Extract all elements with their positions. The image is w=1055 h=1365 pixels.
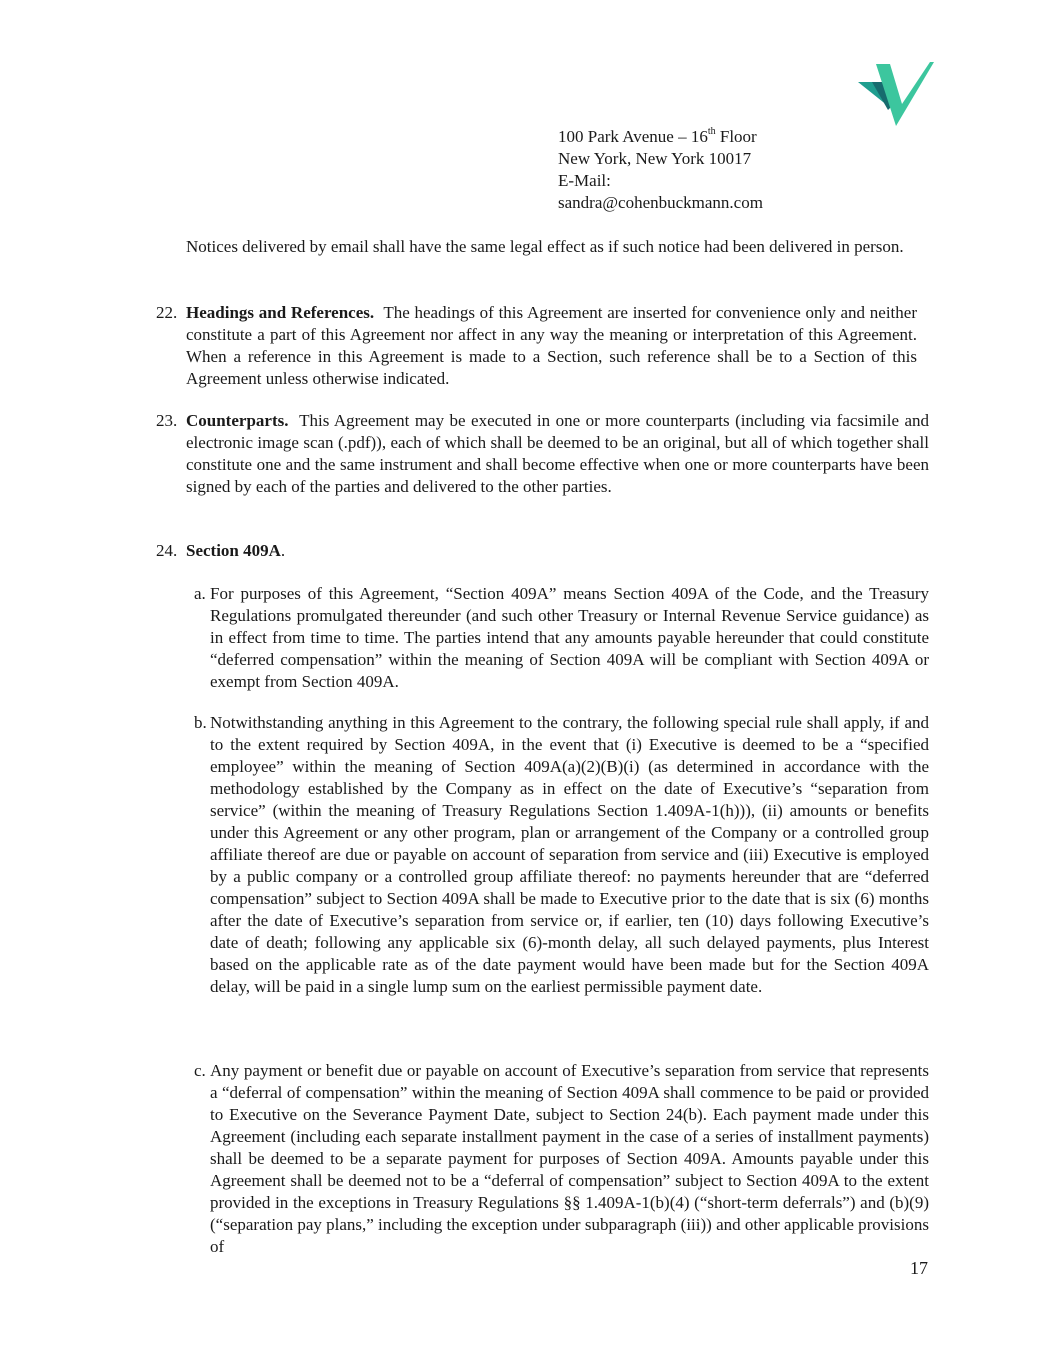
- section-22-number: 22.: [156, 303, 178, 322]
- subsection-b-text: Notwithstanding anything in this Agreement to the contrary, the following special rule shall apply, if and to the extent required by Section 409A, in the event that (i) Executive is deemed to be a “specified employee” within the meaning of Section 409A(a)(2)(B)(i) (as determined in accordance with the methodology established by the Company as in effect on the date of Executive’s “separation from service” (within the meaning of Treasury Regulations Section 1.409A-1(h))), (ii) amounts or benefits under this Agreement or any other program, plan or arrangement of the Company or a controlled group affiliate thereof are due or payable on account of separation from service and (iii) Executive is employed by a public company or a controlled group affiliate thereof: no payments hereunder that are “deferred compensation” subject to Section 409A shall be made to Executive prior to the date that is six (6) months after the date of Executive’s separation from service or, if earlier, ten (10) days following Executive’s date of death; following any applicable six (6)-month delay, all such delayed payments, plus Interest based on the applicable rate as of the date payment would have been made but for the Section 409A delay, will be paid in a single lump sum on the earliest permissible payment date.: [210, 713, 929, 996]
- subsection-a-text: For purposes of this Agreement, “Section 409A” means Section 409A of the Code, and the Treasury Regulations promulgated thereunder (and such other Treasury or Internal Revenue Service guidance) as in effect from time to time. The parties intend that any amounts payable hereunder that could constitute “deferred compensation” within the meaning of Section 409A will be compliant with Section 409A or exempt from Section 409A.: [210, 584, 929, 691]
- notices-paragraph: Notices delivered by email shall have the same legal effect as if such notice had been delivered in person.: [186, 237, 904, 256]
- subsection-b-label: b.: [194, 713, 207, 732]
- section-23-number: 23.: [156, 411, 178, 430]
- section-24-number: 24.: [156, 541, 178, 560]
- subsection-c-label: c.: [194, 1061, 206, 1080]
- section-22-paragraph: [186, 302, 917, 390]
- subsection-c-text: Any payment or benefit due or payable on account of Executive’s separation from service that represents a “deferral of compensation” within the meaning of Section 409A shall commence to be paid or provided to Executive on the Severance Payment Date, subject to Section 24(b). Each payment made under this Agreement (including each separate installment payment in the case of a series of installment payments) shall be deemed to be a separate payment for purposes of Section 409A. Amounts payable under this Agreement shall be deemed not to be a “deferral of compensation” subject to Section 409A to the extent provided in the exceptions in Treasury Regulations §§ 1.409A-1(b)(4) (“short-term deferrals”) and (b)(9) (“separation pay plans,” including the exception under subparagraph (iii)) and other applicable provisions of: [210, 1061, 929, 1256]
- address-street: 100 Park Avenue – 16th Floor: [558, 126, 757, 146]
- address-city: New York, New York 10017: [558, 149, 752, 168]
- section-22-text: The headings of this Agreement are inserted for convenience only and neither constitute a part of this Agreement nor affect in any way the meaning or interpretation of this Agreement. When a reference in this Agreement is made to a Section, such reference shall be to a Section of this Agreement unless otherwise indicated.: [186, 303, 917, 388]
- section-23-text: This Agreement may be executed in one or more counterparts (including via facsimile and electronic image scan (.pdf)), each of which shall be deemed to be an original, but all of which together shall constitute one and the same instrument and shall become effective when one or more counterparts have been signed by each of the parties and delivered to the other parties.: [186, 411, 929, 496]
- company-logo: [856, 60, 934, 128]
- section-23-heading: Counterparts.: [186, 411, 289, 430]
- subsection-a-label: a.: [194, 584, 206, 603]
- section-23-paragraph: [186, 410, 929, 498]
- section-24-heading-line: Section 409A.: [186, 541, 286, 560]
- section-24-heading: Section 409A: [186, 541, 281, 560]
- address-email-label: E-Mail:: [558, 171, 611, 190]
- section-22-heading: Headings and References.: [186, 303, 375, 322]
- address-block: [558, 126, 763, 214]
- address-email: sandra@cohenbuckmann.com: [558, 193, 763, 212]
- page-number: 17: [910, 1258, 928, 1278]
